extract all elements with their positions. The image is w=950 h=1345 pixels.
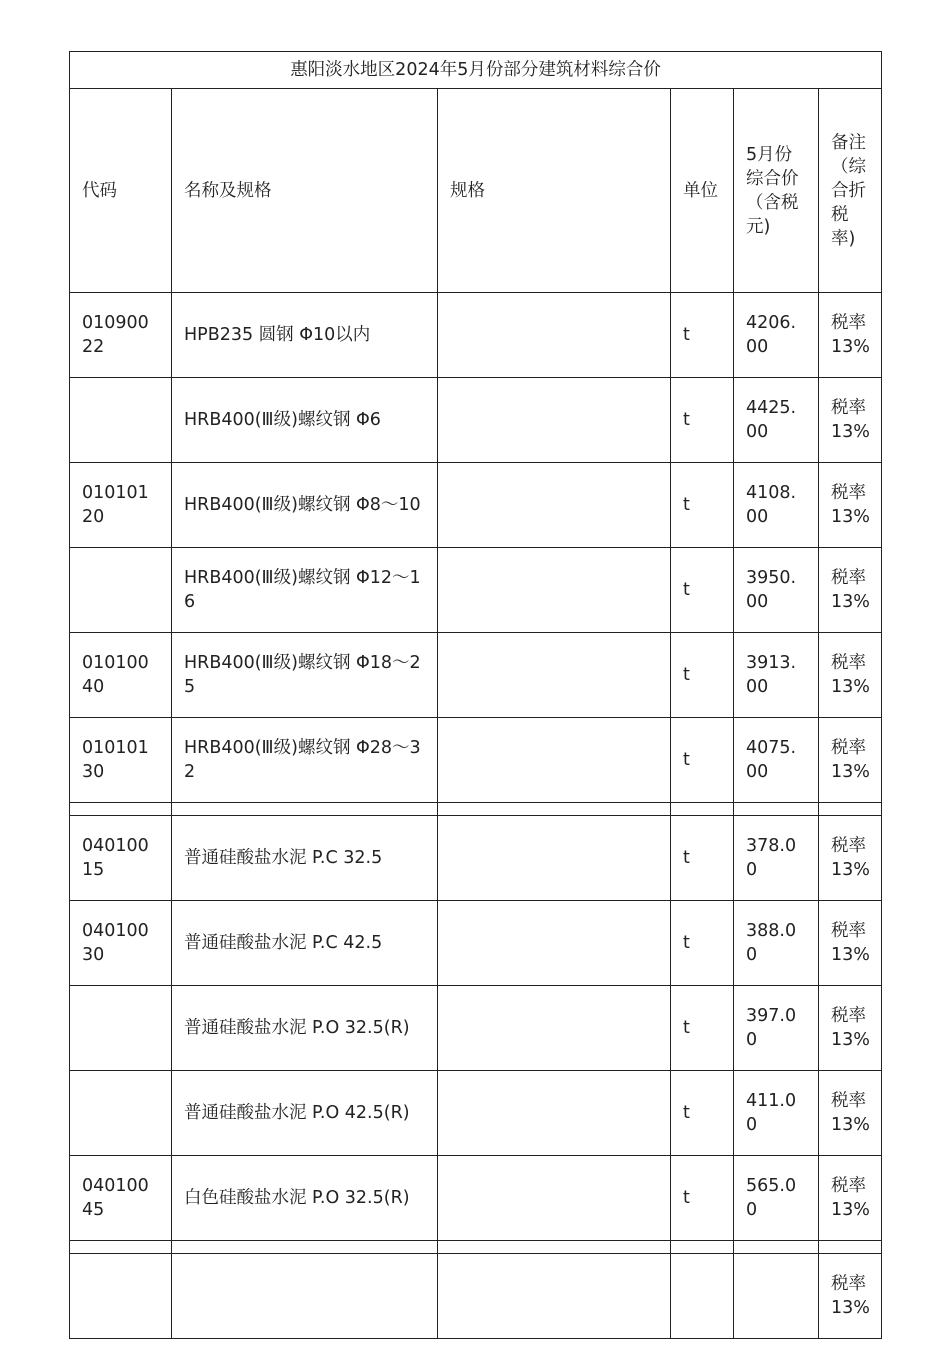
cell-spec bbox=[438, 901, 671, 986]
table-row bbox=[70, 378, 882, 463]
price-table bbox=[69, 51, 882, 1339]
cell-price: 3913.00 bbox=[734, 633, 819, 718]
cell-code bbox=[70, 548, 172, 633]
cell-code: 04010030 bbox=[70, 901, 172, 986]
cell-name: HRB400(Ⅲ级)螺纹钢 Φ18～25 bbox=[172, 633, 438, 718]
cell-unit: t bbox=[671, 293, 734, 378]
cell-name: HRB400(Ⅲ级)螺纹钢 Φ28～32 bbox=[172, 718, 438, 803]
header-name: 名称及规格 bbox=[172, 89, 438, 293]
cell-code bbox=[70, 1254, 172, 1339]
cell-spec bbox=[438, 463, 671, 548]
table-row bbox=[70, 1071, 882, 1156]
cell-spec bbox=[438, 548, 671, 633]
cell-spec bbox=[438, 986, 671, 1071]
cell-price: 388.00 bbox=[734, 901, 819, 986]
separator-cell bbox=[172, 1241, 438, 1254]
cell-remark: 税率13% bbox=[819, 633, 882, 718]
cell-name: HRB400(Ⅲ级)螺纹钢 Φ8～10 bbox=[172, 463, 438, 548]
separator-row bbox=[70, 1241, 882, 1254]
cell-price: 411.00 bbox=[734, 1071, 819, 1156]
cell-unit: t bbox=[671, 463, 734, 548]
cell-price: 4206.00 bbox=[734, 293, 819, 378]
separator-row bbox=[70, 803, 882, 816]
cell-remark: 税率13% bbox=[819, 816, 882, 901]
cell-price: 4425.00 bbox=[734, 378, 819, 463]
separator-cell bbox=[819, 803, 882, 816]
separator-cell bbox=[438, 1241, 671, 1254]
cell-unit: t bbox=[671, 548, 734, 633]
separator-cell bbox=[819, 1241, 882, 1254]
cell-remark: 税率13% bbox=[819, 901, 882, 986]
cell-price: 4108.00 bbox=[734, 463, 819, 548]
cell-code bbox=[70, 1071, 172, 1156]
cell-unit: t bbox=[671, 901, 734, 986]
separator-cell bbox=[438, 803, 671, 816]
table-row bbox=[70, 718, 882, 803]
cell-name: HPB235 圆钢 Φ10以内 bbox=[172, 293, 438, 378]
cell-remark: 税率13% bbox=[819, 293, 882, 378]
cell-name: 普通硅酸盐水泥 P.C 32.5 bbox=[172, 816, 438, 901]
cell-remark: 税率13% bbox=[819, 1156, 882, 1241]
table-row bbox=[70, 1254, 882, 1339]
cell-name: HRB400(Ⅲ级)螺纹钢 Φ12～16 bbox=[172, 548, 438, 633]
cell-remark: 税率13% bbox=[819, 378, 882, 463]
cell-unit: t bbox=[671, 633, 734, 718]
separator-cell bbox=[734, 803, 819, 816]
cell-name bbox=[172, 1254, 438, 1339]
cell-name: HRB400(Ⅲ级)螺纹钢 Φ6 bbox=[172, 378, 438, 463]
cell-remark: 税率13% bbox=[819, 1071, 882, 1156]
cell-code: 04010015 bbox=[70, 816, 172, 901]
price-table-sheet bbox=[69, 51, 881, 1318]
table-row bbox=[70, 986, 882, 1071]
cell-price: 397.00 bbox=[734, 986, 819, 1071]
header-code: 代码 bbox=[70, 89, 172, 293]
separator-cell bbox=[70, 803, 172, 816]
table-row bbox=[70, 633, 882, 718]
cell-code bbox=[70, 378, 172, 463]
cell-spec bbox=[438, 816, 671, 901]
cell-code bbox=[70, 986, 172, 1071]
cell-remark: 税率13% bbox=[819, 718, 882, 803]
header-remark: 备注（综合折税率) bbox=[819, 89, 882, 293]
table-row bbox=[70, 1156, 882, 1241]
cell-price bbox=[734, 1254, 819, 1339]
separator-cell bbox=[671, 1241, 734, 1254]
separator-cell bbox=[172, 803, 438, 816]
cell-unit: t bbox=[671, 378, 734, 463]
cell-spec bbox=[438, 1071, 671, 1156]
header-unit: 单位 bbox=[671, 89, 734, 293]
table-row bbox=[70, 816, 882, 901]
cell-price: 4075.00 bbox=[734, 718, 819, 803]
cell-unit bbox=[671, 1254, 734, 1339]
cell-code: 01090022 bbox=[70, 293, 172, 378]
cell-remark: 税率13% bbox=[819, 463, 882, 548]
table-row bbox=[70, 901, 882, 986]
cell-unit: t bbox=[671, 986, 734, 1071]
cell-price: 3950.00 bbox=[734, 548, 819, 633]
cell-name: 普通硅酸盐水泥 P.O 42.5(R) bbox=[172, 1071, 438, 1156]
cell-code: 01010120 bbox=[70, 463, 172, 548]
cell-spec bbox=[438, 1254, 671, 1339]
cell-name: 普通硅酸盐水泥 P.O 32.5(R) bbox=[172, 986, 438, 1071]
separator-cell bbox=[671, 803, 734, 816]
table-row bbox=[70, 463, 882, 548]
cell-spec bbox=[438, 633, 671, 718]
cell-spec bbox=[438, 1156, 671, 1241]
cell-spec bbox=[438, 378, 671, 463]
cell-remark: 税率13% bbox=[819, 986, 882, 1071]
table-title: 惠阳淡水地区2024年5月份部分建筑材料综合价 bbox=[70, 52, 882, 89]
table-row bbox=[70, 293, 882, 378]
cell-spec bbox=[438, 293, 671, 378]
cell-spec bbox=[438, 718, 671, 803]
cell-code: 01010130 bbox=[70, 718, 172, 803]
cell-unit: t bbox=[671, 816, 734, 901]
header-row bbox=[70, 89, 882, 293]
table-row bbox=[70, 548, 882, 633]
cell-name: 普通硅酸盐水泥 P.C 42.5 bbox=[172, 901, 438, 986]
cell-unit: t bbox=[671, 1156, 734, 1241]
cell-remark: 税率13% bbox=[819, 548, 882, 633]
cell-unit: t bbox=[671, 718, 734, 803]
cell-code: 04010045 bbox=[70, 1156, 172, 1241]
separator-cell bbox=[70, 1241, 172, 1254]
cell-unit: t bbox=[671, 1071, 734, 1156]
cell-code: 01010040 bbox=[70, 633, 172, 718]
separator-cell bbox=[734, 1241, 819, 1254]
cell-price: 378.00 bbox=[734, 816, 819, 901]
cell-name: 白色硅酸盐水泥 P.O 32.5(R) bbox=[172, 1156, 438, 1241]
cell-price: 565.00 bbox=[734, 1156, 819, 1241]
cell-remark: 税率13% bbox=[819, 1254, 882, 1339]
header-price: 5月份综合价（含税元) bbox=[734, 89, 819, 293]
header-spec: 规格 bbox=[438, 89, 671, 293]
